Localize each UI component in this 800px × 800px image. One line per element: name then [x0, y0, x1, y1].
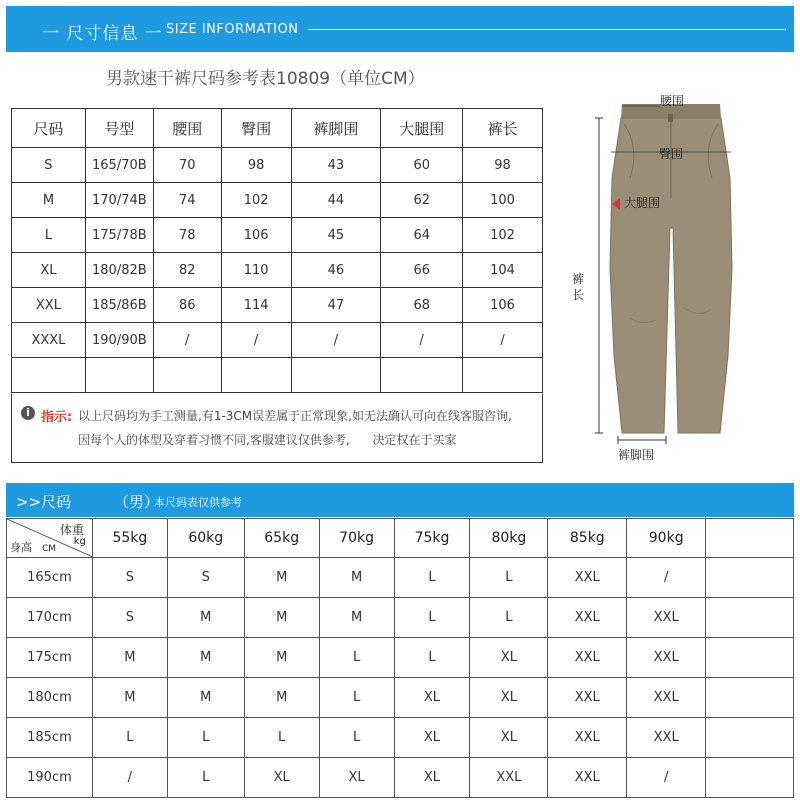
size-chart-table [11, 108, 543, 393]
recommended-size-cell: L [167, 718, 244, 758]
height-row [7, 638, 794, 678]
size-table-cell: 100 [463, 183, 543, 218]
height-row [7, 758, 794, 798]
size-table-cell: 66 [381, 253, 463, 288]
size-table-cell [291, 358, 381, 393]
size-table-cell: 175/78B [85, 218, 153, 253]
recommended-size-cell [706, 558, 794, 598]
size-table-cell: XXXL [12, 323, 86, 358]
size-table-cell: 68 [381, 288, 463, 323]
recommended-size-cell: M [244, 678, 319, 718]
recommended-size-cell: / [627, 758, 706, 798]
length-label-1: 裤 [572, 272, 585, 286]
size-table-cell: 102 [463, 218, 543, 253]
size-table-header-cell: 尺码 [12, 109, 86, 148]
size-table-row [12, 358, 543, 393]
size-table-cell: 110 [221, 253, 291, 288]
recommended-size-cell [706, 638, 794, 678]
recommended-size-cell: M [319, 558, 394, 598]
recommended-size-cell: / [92, 758, 167, 798]
corner-weight-unit: kg [73, 536, 86, 547]
thigh-label: 大腿围 [624, 196, 661, 210]
size-table-cell: 43 [291, 148, 381, 183]
recommended-size-cell: M [319, 598, 394, 638]
recommended-size-cell: XXL [627, 638, 706, 678]
size-table-cell: XXL [12, 288, 86, 323]
size-table-cell: 82 [153, 253, 221, 288]
hem-label: 裤脚围 [618, 448, 655, 462]
recommended-size-cell: M [167, 678, 244, 718]
weight-header-cell: 80kg [470, 519, 548, 558]
size-table-cell: 190/90B [85, 323, 153, 358]
weight-header-cell: 65kg [244, 519, 319, 558]
size-table-cell: 86 [153, 288, 221, 323]
recommended-size-cell: XXL [627, 718, 706, 758]
recommended-size-cell: M [167, 638, 244, 678]
recommended-size-cell: XL [394, 758, 470, 798]
recommended-size-cell: XXL [548, 598, 627, 638]
recommended-size-cell: L [470, 558, 548, 598]
recommended-size-cell: S [92, 558, 167, 598]
height-cell: 180cm [7, 678, 93, 718]
size-table-cell: 47 [291, 288, 381, 323]
size-chart-title: 男款速干裤尺码参考表10809（单位CM） [106, 69, 425, 89]
size-table-cell: / [463, 323, 543, 358]
waist-label: 腰围 [660, 94, 685, 108]
size-table-header-cell: 臀围 [221, 109, 291, 148]
size-table-cell: 62 [381, 183, 463, 218]
size-table-header-cell: 裤长 [463, 109, 543, 148]
size-table-cell: 165/70B [85, 148, 153, 183]
size-table-cell [221, 358, 291, 393]
recommended-size-cell: XL [470, 678, 548, 718]
corner-weight-label: 体重 [59, 523, 84, 537]
hip-label: 臀围 [659, 147, 684, 161]
recommended-size-cell: XXL [470, 758, 548, 798]
height-cell: 170cm [7, 598, 93, 638]
size-table-cell: / [381, 323, 463, 358]
size-table-cell: 170/74B [85, 183, 153, 218]
size-table-cell [85, 358, 153, 393]
header-title-cn: 一 尺寸信息 一 [42, 24, 163, 44]
recommended-size-cell: XXL [627, 678, 706, 718]
corner-header-cell [7, 519, 93, 558]
recommended-size-cell: L [394, 598, 470, 638]
corner-height-label: 身高 [10, 541, 32, 554]
recommended-size-cell: S [167, 558, 244, 598]
height-row [7, 558, 794, 598]
size-table-cell: 60 [381, 148, 463, 183]
corner-height-unit: CM [42, 544, 57, 554]
info-icon: i [21, 406, 35, 420]
recommended-size-cell: M [92, 638, 167, 678]
size-table-cell: 185/86B [85, 288, 153, 323]
recommended-size-cell: L [319, 638, 394, 678]
weight-header-cell: 60kg [167, 519, 244, 558]
recommended-size-cell: XXL [548, 758, 627, 798]
recommended-size-cell: / [627, 558, 706, 598]
size-table-cell: 70 [153, 148, 221, 183]
header-divider [308, 29, 786, 30]
notice-label: 指示: [41, 410, 73, 425]
recommended-size-cell [706, 678, 794, 718]
recommended-size-cell: L [244, 718, 319, 758]
height-cell: 175cm [7, 638, 93, 678]
recommended-size-cell: XL [394, 718, 470, 758]
recommended-size-cell: M [244, 638, 319, 678]
recommended-size-cell [706, 758, 794, 798]
size-table-cell: / [291, 323, 381, 358]
recommended-size-cell: L [470, 598, 548, 638]
length-label-2: 长 [572, 288, 585, 302]
size-table-cell: 78 [153, 218, 221, 253]
size-table-row [12, 253, 543, 288]
recommended-size-cell: XL [319, 758, 394, 798]
recommended-size-cell: L [167, 758, 244, 798]
weight-header-cell: 55kg [92, 519, 167, 558]
size-table-cell: 98 [463, 148, 543, 183]
recommended-size-cell: XXL [548, 638, 627, 678]
size-table-cell: 102 [221, 183, 291, 218]
recommended-size-cell: L [319, 678, 394, 718]
size-table-cell: 74 [153, 183, 221, 218]
header-title-en: SIZE INFORMATION [166, 22, 299, 37]
section2-note: 本尺码表仅供参考 [154, 496, 242, 509]
section2-gender: （男） [114, 493, 160, 511]
recommended-size-cell: XL [244, 758, 319, 798]
size-table-cell: XL [12, 253, 86, 288]
weight-header-cell: 90kg [627, 519, 706, 558]
recommended-size-cell: L [394, 638, 470, 678]
height-cell: 185cm [7, 718, 93, 758]
recommended-size-cell: L [319, 718, 394, 758]
size-table-header-row [12, 109, 543, 148]
recommended-size-cell: L [394, 558, 470, 598]
size-table-cell: L [12, 218, 86, 253]
size-table-header-cell: 号型 [85, 109, 153, 148]
size-table-header-cell: 裤脚围 [291, 109, 381, 148]
recommended-size-cell [706, 718, 794, 758]
recommended-size-cell: XL [470, 718, 548, 758]
height-row [7, 678, 794, 718]
recommended-size-cell: L [92, 718, 167, 758]
recommended-size-cell: XXL [548, 718, 627, 758]
size-table-cell: 180/82B [85, 253, 153, 288]
size-table-cell: 104 [463, 253, 543, 288]
size-table-cell [12, 358, 86, 393]
height-cell: 190cm [7, 758, 93, 798]
size-table-row [12, 218, 543, 253]
height-weight-table [6, 518, 794, 798]
weight-header-cell: 85kg [548, 519, 627, 558]
notice-box [11, 394, 543, 463]
recommended-size-cell: M [244, 598, 319, 638]
notice-text-line1: 以上尺码均为手工测量,有1-3CM误差属于正常现象,如无法确认可向在线客服咨询, [78, 409, 512, 423]
weight-header-cell [706, 519, 794, 558]
size-table-cell: S [12, 148, 86, 183]
height-row [7, 718, 794, 758]
size-table-cell: M [12, 183, 86, 218]
weight-header-cell: 75kg [394, 519, 470, 558]
size-table-cell: / [153, 323, 221, 358]
size-table-cell: 106 [221, 218, 291, 253]
notice-text-line2: 因每个人的体型及穿着习惯不同,客服建议仅供参考, 决定权在于买家 [78, 433, 457, 447]
size-table-cell: 64 [381, 218, 463, 253]
size-table-cell: 46 [291, 253, 381, 288]
recommended-size-cell: M [92, 678, 167, 718]
height-cell: 165cm [7, 558, 93, 598]
recommended-size-cell: XXL [548, 678, 627, 718]
size-table-row [12, 323, 543, 358]
size-table-header-cell: 腰围 [153, 109, 221, 148]
size-table-cell: 106 [463, 288, 543, 323]
size-table-cell: 98 [221, 148, 291, 183]
recommended-size-cell: M [244, 558, 319, 598]
size-table-cell: 45 [291, 218, 381, 253]
size-table-row [12, 288, 543, 323]
pants-diagram [560, 88, 790, 468]
height-row [7, 598, 794, 638]
recommended-size-cell: XL [394, 678, 470, 718]
recommended-size-cell: M [167, 598, 244, 638]
size-table-row [12, 183, 543, 218]
size-table-header-cell: 大腿围 [381, 109, 463, 148]
size-table-row [12, 148, 543, 183]
size-table-cell: 114 [221, 288, 291, 323]
weight-header-cell: 70kg [319, 519, 394, 558]
size-recommendation-header [6, 483, 794, 517]
recommended-size-cell [706, 598, 794, 638]
size-info-header [6, 6, 794, 52]
size-table-cell [381, 358, 463, 393]
size-table-cell [153, 358, 221, 393]
recommended-size-cell: XXL [627, 598, 706, 638]
size-table-cell: 44 [291, 183, 381, 218]
recommended-size-cell: XL [470, 638, 548, 678]
recommended-size-cell: XXL [548, 558, 627, 598]
size-table-cell [463, 358, 543, 393]
section2-title: >>尺码 [16, 493, 72, 511]
recommended-size-cell: S [92, 598, 167, 638]
size-table-cell: / [221, 323, 291, 358]
